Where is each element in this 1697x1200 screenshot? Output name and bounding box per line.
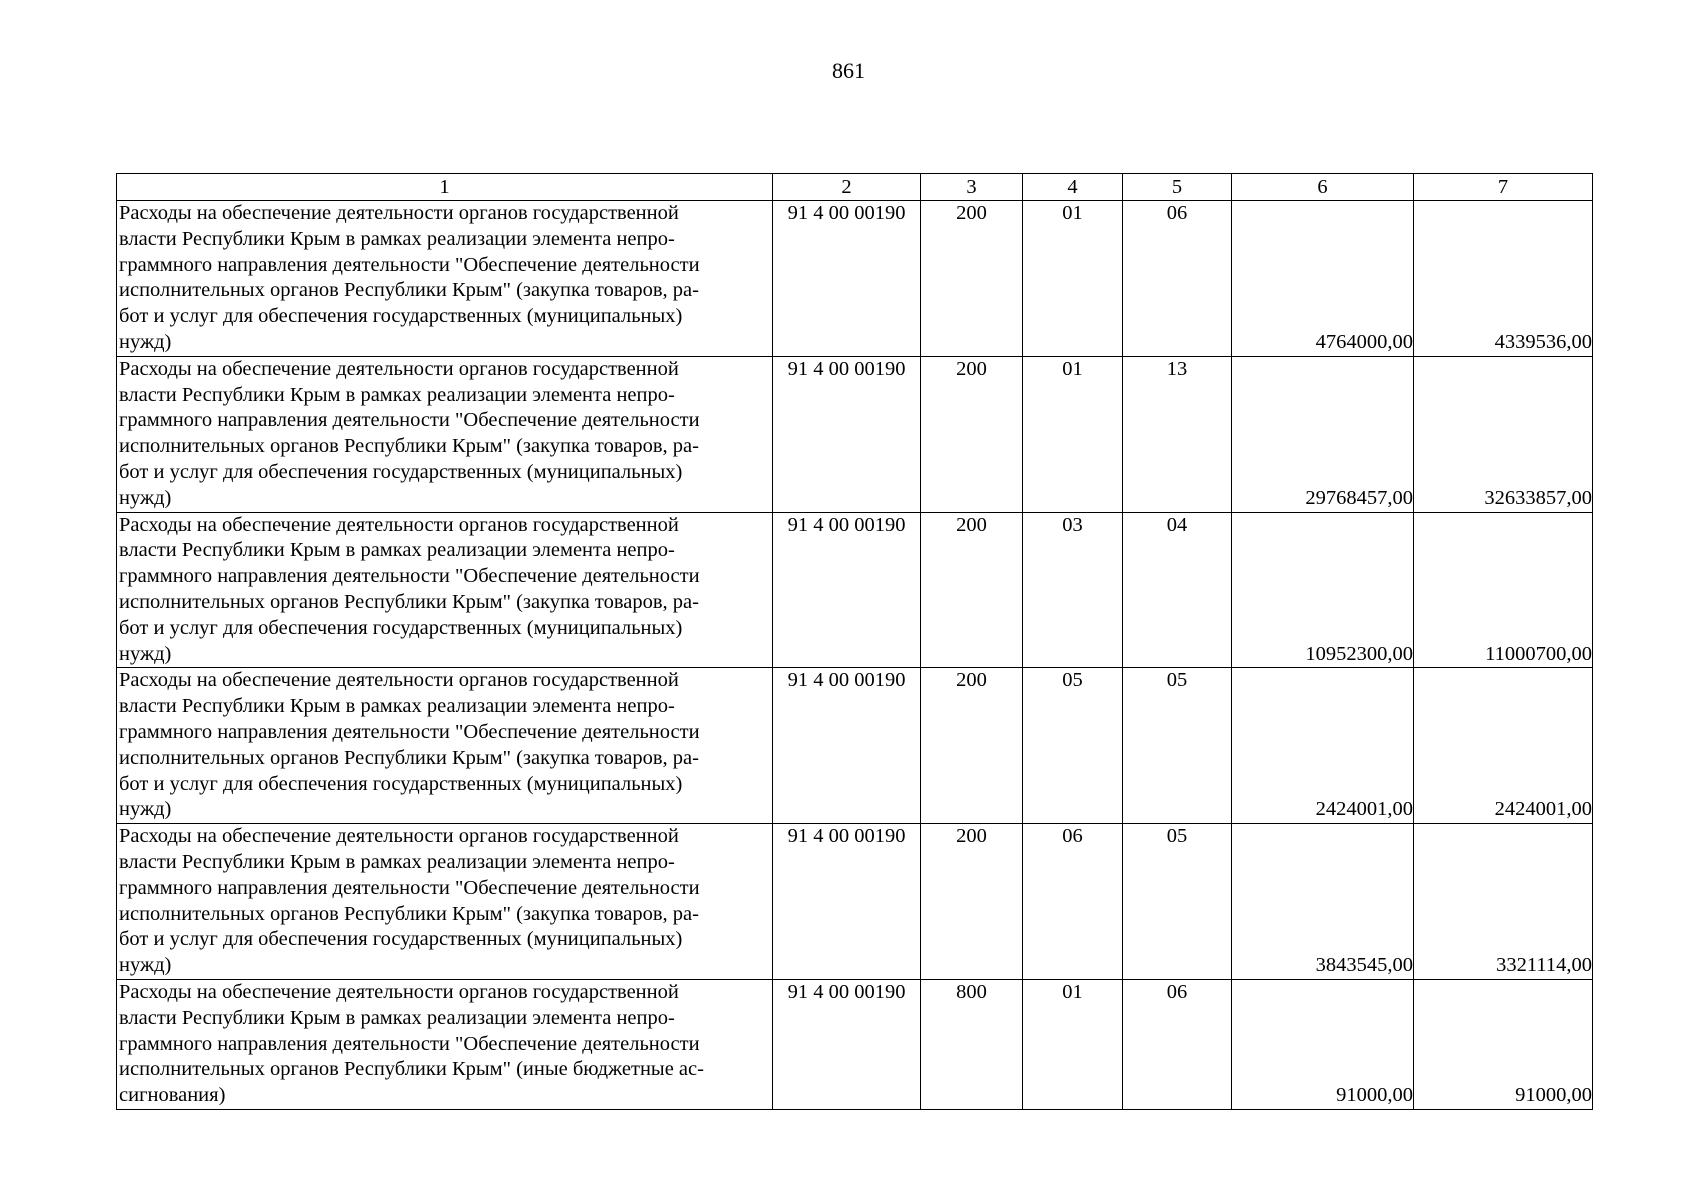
- row-description: [117, 824, 773, 980]
- row-section: 05: [1023, 668, 1123, 824]
- table-row: [117, 201, 1593, 357]
- column-header-1: 1: [117, 174, 773, 201]
- row-section: 01: [1023, 979, 1123, 1109]
- row-expense-type: 200: [921, 668, 1023, 824]
- row-section: 06: [1023, 824, 1123, 980]
- row-subsection: 04: [1123, 512, 1232, 668]
- row-section: 03: [1023, 512, 1123, 668]
- column-header-6: 6: [1232, 174, 1414, 201]
- row-amount-col6: 4764000,00: [1232, 201, 1414, 357]
- table-row: [117, 356, 1593, 512]
- row-description: [117, 979, 773, 1109]
- row-amount-col6: 3843545,00: [1232, 824, 1414, 980]
- row-expense-type: 200: [921, 201, 1023, 357]
- row-subsection: 13: [1123, 356, 1232, 512]
- row-description-text: Расходы на обеспечение деятельности органов государственной власти Республики Крым в рамках реализации элемента непро- граммного направления деятельности "Обеспечение деятельности исполнительных органов Республики Крым" (закупка товаров, ра- бот и услуг для обеспечения государственных (муниципальных) нужд): [119, 825, 700, 977]
- table-row: [117, 668, 1593, 824]
- page-number: 861: [832, 58, 865, 83]
- row-amount-col7: 91000,00: [1414, 979, 1593, 1109]
- row-expense-type: 200: [921, 356, 1023, 512]
- table-row: [117, 824, 1593, 980]
- row-target-code: 91 4 00 00190: [773, 668, 921, 824]
- column-header-2: 2: [773, 174, 921, 201]
- row-expense-type: 800: [921, 979, 1023, 1109]
- column-header-7: 7: [1414, 174, 1593, 201]
- row-section: 01: [1023, 356, 1123, 512]
- column-header-3: 3: [921, 174, 1023, 201]
- row-amount-col7: 11000700,00: [1414, 512, 1593, 668]
- row-subsection: 06: [1123, 979, 1232, 1109]
- budget-table: [116, 173, 1593, 1110]
- row-target-code: 91 4 00 00190: [773, 201, 921, 357]
- row-expense-type: 200: [921, 824, 1023, 980]
- row-amount-col7: 3321114,00: [1414, 824, 1593, 980]
- row-amount-col6: 29768457,00: [1232, 356, 1414, 512]
- row-target-code: 91 4 00 00190: [773, 824, 921, 980]
- row-expense-type: 200: [921, 512, 1023, 668]
- row-amount-col6: 2424001,00: [1232, 668, 1414, 824]
- row-target-code: 91 4 00 00190: [773, 356, 921, 512]
- row-subsection: 05: [1123, 668, 1232, 824]
- column-header-4: 4: [1023, 174, 1123, 201]
- table-row: [117, 979, 1593, 1109]
- table-header-row: [117, 174, 1593, 201]
- row-amount-col6: 91000,00: [1232, 979, 1414, 1109]
- row-description: [117, 512, 773, 668]
- row-description-text: Расходы на обеспечение деятельности органов государственной власти Республики Крым в рамках реализации элемента непро- граммного направления деятельности "Обеспечение деятельности исполнительных органов Республики Крым" (закупка товаров, ра- бот и услуг для обеспечения государственных (муниципальных) нужд): [119, 513, 700, 665]
- row-subsection: 05: [1123, 824, 1232, 980]
- row-description-text: Расходы на обеспечение деятельности органов государственной власти Республики Крым в рамках реализации элемента непро- граммного направления деятельности "Обеспечение деятельности исполнительных органов Республики Крым" (иные бюджетные ас- сигнования): [119, 980, 704, 1107]
- row-amount-col7: 32633857,00: [1414, 356, 1593, 512]
- column-header-5: 5: [1123, 174, 1232, 201]
- row-amount-col7: 4339536,00: [1414, 201, 1593, 357]
- row-description: [117, 356, 773, 512]
- row-section: 01: [1023, 201, 1123, 357]
- row-description-text: Расходы на обеспечение деятельности органов государственной власти Республики Крым в рамках реализации элемента непро- граммного направления деятельности "Обеспечение деятельности исполнительных органов Республики Крым" (закупка товаров, ра- бот и услуг для обеспечения государственных (муниципальных) нужд): [119, 357, 700, 509]
- row-description-text: Расходы на обеспечение деятельности органов государственной власти Республики Крым в рамках реализации элемента непро- граммного направления деятельности "Обеспечение деятельности исполнительных органов Республики Крым" (закупка товаров, ра- бот и услуг для обеспечения государственных (муниципальных) нужд): [119, 202, 700, 353]
- row-description: [117, 201, 773, 357]
- table-row: [117, 512, 1593, 668]
- row-target-code: 91 4 00 00190: [773, 512, 921, 668]
- row-target-code: 91 4 00 00190: [773, 979, 921, 1109]
- row-subsection: 06: [1123, 201, 1232, 357]
- row-description: [117, 668, 773, 824]
- row-amount-col6: 10952300,00: [1232, 512, 1414, 668]
- row-description-text: Расходы на обеспечение деятельности органов государственной власти Республики Крым в рамках реализации элемента непро- граммного направления деятельности "Обеспечение деятельности исполнительных органов Республики Крым" (закупка товаров, ра- бот и услуг для обеспечения государственных (муниципальных) нужд): [119, 669, 700, 821]
- row-amount-col7: 2424001,00: [1414, 668, 1593, 824]
